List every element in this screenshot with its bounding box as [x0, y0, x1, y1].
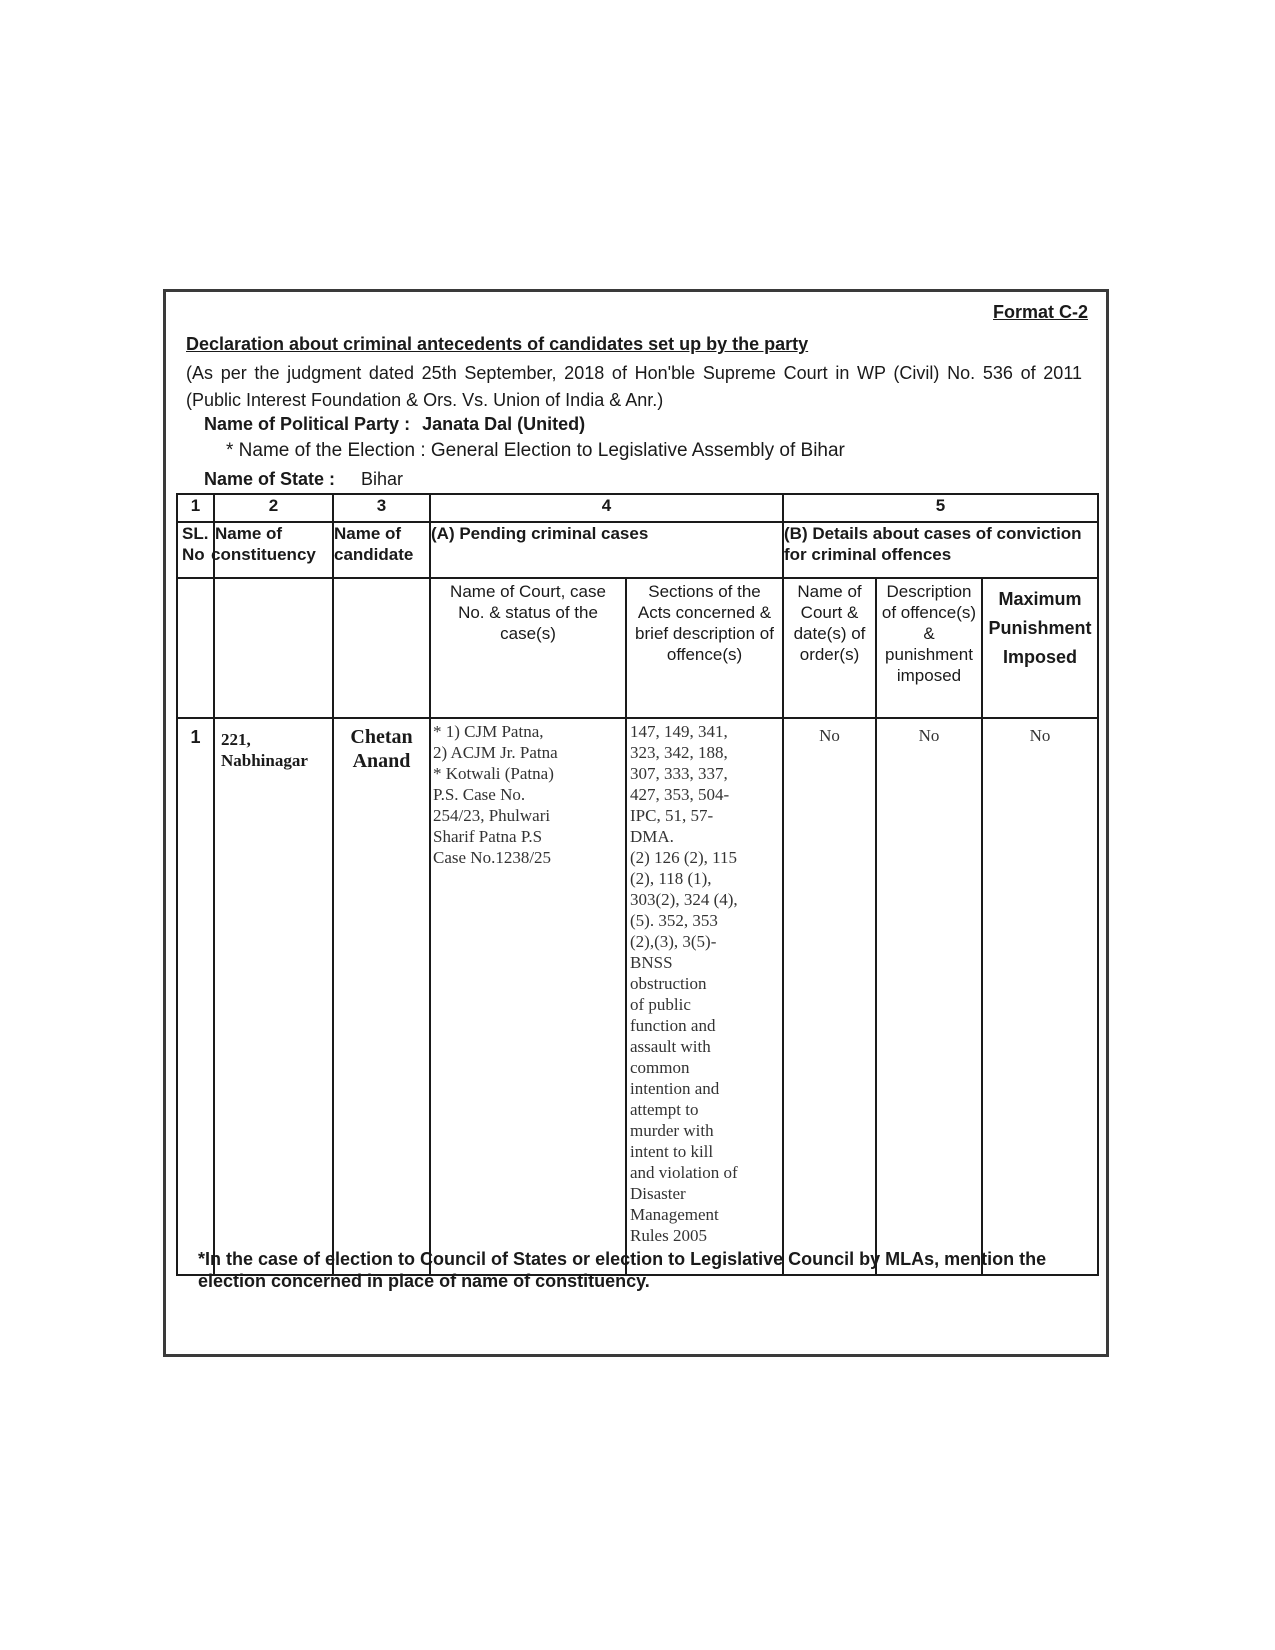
sections-line: murder with — [630, 1121, 714, 1140]
max-punishment-subheader: Maximum Punishment Imposed — [982, 578, 1098, 718]
sl-no-header — [177, 522, 214, 578]
sections-line: 307, 333, 337, — [630, 764, 728, 783]
candidate-cell — [333, 718, 430, 1275]
header-row — [177, 522, 1098, 578]
court-case-line: P.S. Case No. — [433, 785, 526, 804]
conviction-header — [783, 522, 1098, 578]
court-case-line: * Kotwali (Patna) — [433, 764, 554, 783]
format-label: Format C-2 — [993, 302, 1089, 322]
column-number-row — [177, 494, 1098, 522]
sections-line: BNSS — [630, 953, 673, 972]
candidate-line2: Anand — [352, 750, 411, 772]
candidate-header-line2: candidate — [334, 545, 414, 564]
court-case-line: Sharif Patna P.S — [433, 827, 543, 846]
footnote — [198, 1248, 1078, 1292]
footnote-line2: election concerned in place of name of constituency. — [198, 1271, 650, 1291]
sections-line: (5). 352, 353 — [630, 911, 718, 930]
max-punishment-cell: No — [982, 718, 1098, 1275]
conviction-header-line1: (B) Details about cases of conviction — [784, 524, 1082, 543]
subheader-row — [177, 578, 1098, 718]
party-line — [204, 414, 585, 435]
col-number-5: 5 — [783, 494, 1098, 522]
pending-cases-header: (A) Pending criminal cases — [430, 522, 783, 578]
footnote-line1: *In the case of election to Council of States or election to Legislative Council by MLAs, mention the — [198, 1249, 1047, 1269]
sl-no-header-line2: No — [182, 545, 205, 564]
constituency-header — [211, 522, 333, 578]
constituency-cell — [214, 718, 333, 1275]
court-case-line: Case No.1238/25 — [433, 848, 552, 867]
declaration-title: Declaration about criminal antecedents of candidates set up by the party — [186, 334, 809, 354]
sections-line: of public — [630, 995, 691, 1014]
sections-line: assault with — [630, 1037, 711, 1056]
sections-line: intent to kill — [630, 1142, 714, 1161]
declaration-form — [163, 289, 1109, 1357]
sections-line: DMA. — [630, 827, 674, 846]
sections-subheader: Sections of the Acts concerned & brief description of offence(s) — [626, 578, 783, 718]
court-case-line: * 1) CJM Patna, — [433, 722, 544, 741]
blank-subheader-3 — [333, 578, 430, 718]
court-date-subheader: Name of Court & date(s) of order(s) — [783, 578, 876, 718]
sections-cell — [626, 718, 783, 1275]
sections-line: common — [630, 1058, 690, 1077]
state-value: Bihar — [361, 469, 404, 489]
col-number-1: 1 — [177, 494, 214, 522]
judgment-reference: (As per the judgment dated 25th September, 2018 of Hon'ble Supreme Court in WP (Civil) No. 536 of 2011 (Public Interest Foundation & Ors. Vs. Union of India & Anr.) — [186, 363, 1082, 410]
constituency-header-line2: constituency — [211, 545, 316, 564]
sections-line: Disaster — [630, 1184, 686, 1203]
sections-line: attempt to — [630, 1100, 699, 1119]
candidate-line1: Chetan — [350, 726, 413, 748]
sections-line: IPC, 51, 57- — [630, 806, 714, 825]
description-subheader: Description of offence(s) & punishment imposed — [876, 578, 982, 718]
sections-line: and violation of — [630, 1163, 738, 1182]
constituency-line2: Nabhinagar — [221, 751, 308, 770]
col-number-2: 2 — [214, 494, 333, 522]
sections-line: Management — [630, 1205, 719, 1224]
state-line — [204, 469, 403, 490]
conviction-header-line2: for criminal offences — [784, 545, 952, 564]
table-row — [177, 718, 1098, 1275]
state-label: Name of State : — [204, 469, 336, 489]
sections-line: 427, 353, 504- — [630, 785, 730, 804]
sl-no-header-line1: SL. — [182, 524, 209, 543]
blank-subheader-1 — [177, 578, 214, 718]
court-case-subheader: Name of Court, case No. & status of the case(s) — [430, 578, 626, 718]
sections-line: (2),(3), 3(5)- — [630, 932, 717, 951]
sections-line: (2), 118 (1), — [630, 869, 712, 888]
sections-line: 323, 342, 188, — [630, 743, 728, 762]
sl-no-cell: 1 — [177, 718, 214, 1275]
court-case-line: 2) ACJM Jr. Patna — [433, 743, 558, 762]
sections-line: (2) 126 (2), 115 — [630, 848, 738, 867]
sections-line: Rules 2005 — [630, 1226, 707, 1245]
court-case-line: 254/23, Phulwari — [433, 806, 551, 825]
election-line: * Name of the Election : General Election to Legislative Assembly of Bihar — [226, 440, 845, 461]
sections-line: function and — [630, 1016, 716, 1035]
court-case-cell — [430, 718, 626, 1275]
criminal-antecedents-table — [176, 493, 1099, 1276]
party-label: Name of Political Party : — [204, 414, 411, 434]
col-number-3: 3 — [333, 494, 430, 522]
blank-subheader-2 — [214, 578, 333, 718]
sections-line: intention and — [630, 1079, 720, 1098]
party-value: Janata Dal (United) — [422, 414, 586, 434]
constituency-line1: 221, — [221, 730, 251, 749]
sections-line: obstruction — [630, 974, 707, 993]
sections-line: 303(2), 324 (4), — [630, 890, 738, 909]
candidate-header-line1: Name of — [334, 524, 402, 543]
description-cell: No — [876, 718, 982, 1275]
court-date-cell: No — [783, 718, 876, 1275]
candidate-header — [333, 522, 430, 578]
constituency-header-line1: Name of — [215, 524, 283, 543]
col-number-4: 4 — [430, 494, 783, 522]
sections-line: 147, 149, 341, — [630, 722, 728, 741]
